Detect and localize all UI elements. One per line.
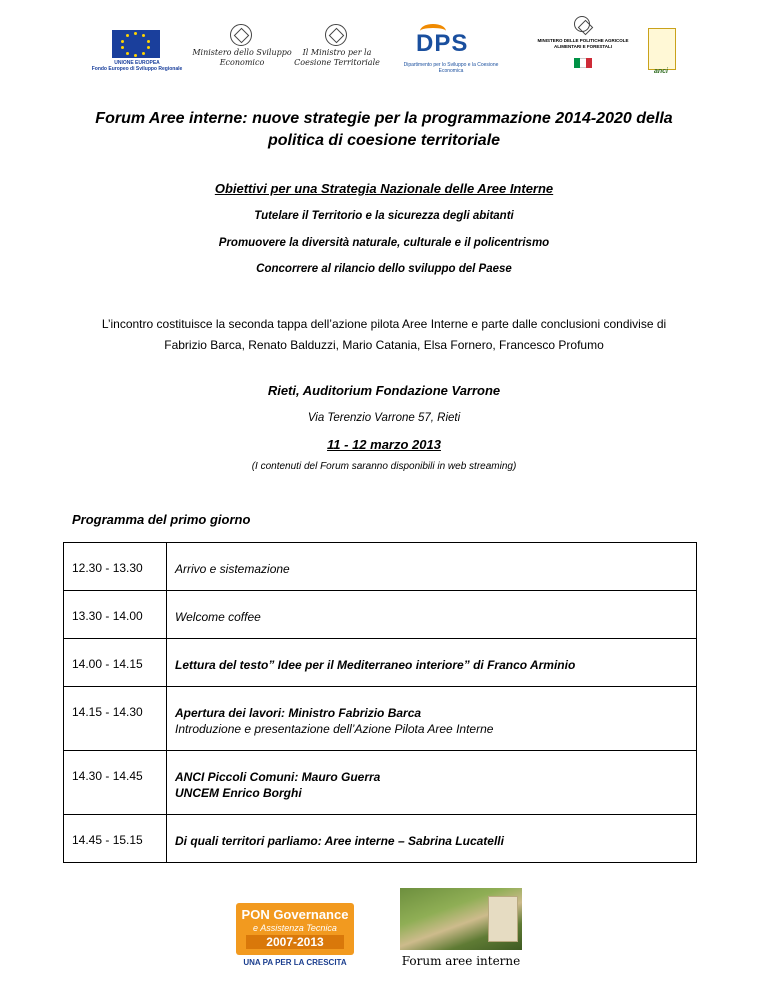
republic-emblem-icon [325, 24, 347, 46]
forum-title-line1: Forum Aree interne: nuove strategie per la programmazione 2014-2020 della [95, 110, 673, 127]
intro-line2: Fabrizio Barca, Renato Balduzzi, Mario Catania, Elsa Fornero, Francesco Profumo [164, 338, 604, 352]
session-line: ANCI Piccoli Comuni: Mauro Guerra [175, 770, 381, 784]
objectives-heading: Obiettivi per una Strategia Nazionale delle Aree Interne [214, 181, 554, 196]
schedule-table [63, 542, 697, 863]
header-logo-strip [0, 24, 768, 74]
session-line: Lettura del testo” Idee per il Mediterraneo interiore” di Franco Arminio [175, 658, 576, 672]
session-line: Arrivo e sistemazione [175, 562, 290, 576]
session-time: 14.15 - 14.30 [64, 687, 167, 751]
venue-address: Via Terenzio Varrone 57, Rieti [307, 412, 461, 424]
event-date: 11 - 12 marzo 2013 [327, 437, 441, 452]
session-line: Introduzione e presentazione dell’Azione Pilota Aree Interne [175, 722, 494, 736]
session-line: Apertura dei lavori: Ministro Fabrizio Barca [175, 706, 422, 720]
dps-logo-caption: Dipartimento per lo Sviluppo e la Coesione Economica [403, 62, 499, 74]
intro-paragraph [0, 314, 768, 356]
anci-building-icon [648, 28, 676, 70]
eu-logo-caption [82, 60, 192, 72]
pon-tagline: UNA PA PER LA CRESCITA [243, 958, 347, 967]
objective-item: Tutelare il Territorio e la sicurezza degli abitanti [254, 210, 514, 222]
session-activity [167, 815, 697, 863]
session-time: 13.30 - 14.00 [64, 591, 167, 639]
session-time: 14.30 - 14.45 [64, 751, 167, 815]
eu-logo-line1: UNIONE EUROPEA [114, 60, 160, 66]
mipaaf-emblem-icon [574, 16, 590, 32]
session-time: 12.30 - 13.30 [64, 543, 167, 591]
ministro-coesione-logo: Il Ministro per la Coesione Territoriale [294, 48, 380, 67]
pon-governance-logo [236, 903, 354, 955]
table-row [64, 639, 697, 687]
table-row [64, 815, 697, 863]
session-activity [167, 639, 697, 687]
eu-logo-line2: Fondo Europeo di Sviluppo Regionale [91, 66, 183, 72]
anci-logo: anci [653, 68, 668, 75]
session-line: Di quali territori parliamo: Aree interne – Sabrina Lucatelli [175, 834, 504, 848]
objective-item: Promuovere la diversità naturale, culturale e il policentrismo [218, 237, 550, 249]
table-row [64, 543, 697, 591]
forum-building-icon [488, 896, 518, 942]
ministero-sviluppo-logo: Ministero dello Sviluppo Economico [192, 48, 292, 67]
venue-title: Rieti, Auditorium Fondazione Varrone [267, 383, 501, 398]
mipaaf-logo: MINISTERO DELLE POLITICHE AGRICOLE ALIMENTARI E FORESTALI [537, 38, 629, 49]
session-activity [167, 687, 697, 751]
forum-title [0, 108, 768, 152]
intro-line1: L’incontro costituisce la seconda tappa dell’azione pilota Aree Interne e parte dalle conclusioni condivise di [101, 317, 667, 331]
republic-emblem-icon [230, 24, 252, 46]
session-line: UNCEM Enrico Borghi [175, 786, 302, 800]
pon-logo-line2: e Assistenza Tecnica [253, 923, 337, 933]
session-time: 14.45 - 15.15 [64, 815, 167, 863]
forum-title-line2: politica di coesione territoriale [267, 132, 501, 149]
table-row [64, 751, 697, 815]
session-activity [167, 591, 697, 639]
table-row [64, 591, 697, 639]
pon-logo-line3: 2007-2013 [246, 935, 344, 949]
streaming-note: (I contenuti del Forum saranno disponibili in web streaming) [251, 461, 517, 472]
session-activity [167, 751, 697, 815]
eu-flag-logo [112, 30, 160, 58]
session-activity [167, 543, 697, 591]
forum-aree-interne-logo: Forum aree interne [401, 954, 521, 968]
italian-flag-icon [574, 58, 592, 68]
dps-logo: DPS [416, 30, 469, 57]
session-line: Welcome coffee [175, 610, 261, 624]
pon-logo-line1: PON Governance [241, 907, 349, 922]
program-heading: Programma del primo giorno [72, 512, 251, 527]
objective-item: Concorrere al rilancio dello sviluppo del Paese [256, 263, 512, 275]
table-row [64, 687, 697, 751]
session-time: 14.00 - 14.15 [64, 639, 167, 687]
